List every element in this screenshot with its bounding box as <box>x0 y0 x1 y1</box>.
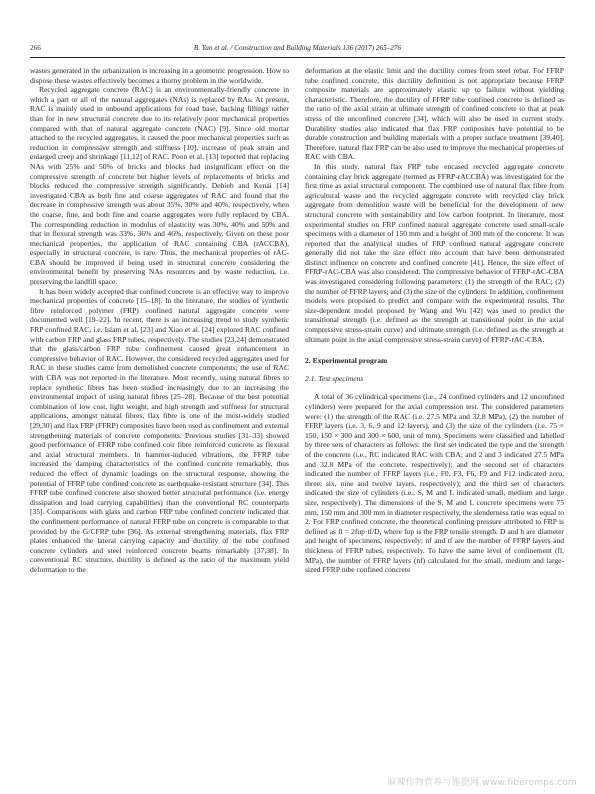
paragraph: deformation at the elastic limit and the ductility comes from steel rebar. For FFRP tube confined concrete, this ductility definition is not appropriate because FFRP composite materials are approximately elastic up to failure without yielding characteristic. Therefore, the ductility of FFRP tube confined concrete is defined as the ratio of the axial strain at ultimate strength of confined concrete to that at peak stress of the unconfined concrete [34], which will also be used in current study. Durability studies also indicated that flax FRP composites have potential to be durable construction and building materials with a proper surface treatment [39,40]. Therefore, natural flax FRP can be also used to improve the mechanical properties of RAC with CBA. <box>305 66 564 162</box>
watermark-logo: 麻辣作物营养与施肥网 www.fiberomps.com <box>387 778 577 788</box>
right-column <box>305 66 564 575</box>
paragraph: In this study, natural flax FRP tube encased recycled aggregate concrete containing clay brick aggregate (termed as FFRP-rACCBA) was investigated for the first time as axial structural component. The combined use of natural flax fibre from agricultural waste and the recycled aggregate concrete with recycled clay brick aggregate from demolition waste will be beneficial for the development of new structural concrete with sustainability and low carbon footprint. In literature, most experimental studies on FRP confined natural aggregate concrete used small-scale specimens with a diameter of 150 mm and a height of 300 mm of the concrete. It was reported that the analytical studies of FRP confined natural aggregate concrete generally did not take the size effect into account that have been demonstrated distinct influence on concrete and confined concrete [41]. Hence, the size effect of FFRP-rAC-CBA was also considered. The compressive behavior of FFRP-rAC-CBA was investigated considering following parameters: (1) the strength of the RAC; (2) the number of FFRP layers; and (3) the size of the cylinders. In addition, confinement models were proposed to predict and compare with the experimental results. The size-dependent model proposed by Wang and Wu [42] was used to predict the transitional strength (i.e. defined as the strength at transitional point in the axial compressive stress-strain curve) and ultimate strength (i.e. defined as the strength at ultimate point in the axial compressive stress-strain curve) of FFRP-rAC-CBA. <box>305 161 564 344</box>
running-header <box>30 44 565 56</box>
subsection-title: 2.1. Test specimens <box>305 373 364 383</box>
page-number: 266 <box>30 44 41 52</box>
left-column <box>30 66 289 574</box>
section-title: 2. Experimental program <box>305 356 388 366</box>
paragraph: Recycled aggregate concrete (RAC) is an environmentally-friendly concrete in which a part or all of the natural aggregates (NAs) is replaced by RAs. At present, RAC is mainly used in unbound applications for road base, backing fillings rather than for in new structural concrete due to its relatively poor mechanical properties compared with that of natural aggregate concrete (NAC) [9]. Since old mortar attached to the recycled aggregates, it caused the poor mechanical properties such as reduction in compressive strength and stiffness [10], increase of peak strain and enlarged creep and shrinkage [11,12] of RAC. Poon et al. [13] reported that replacing NAs with 25% and 50% of bricks and blocks had insignificant effect on the compressive strength of concrete but higher levels of replacements of bricks and blocks reduced the compressive strength significantly. Debieb and Kenai [14] investigated CBA as both fine and coarse aggregates of RAC and found that the decrease in compressive strength was about 35%, 30% and 40%, respectively, when the coarse, fine, and both fine and coarse aggregates were fully replaced by CBA. The corresponding reduction in modulus of elasticity was 30%, 40% and 50% and that in flexural strength was 33%, 36% and 46%, respectively. Given on these poor mechanical properties, the application of RAC containing CBA (rACCBA), especially in structural concrete, is rare. Thus, the mechanical properties of rAC-CBA should be improved if being used in structural concrete considering the environmental benefit by preserving NAs resources and by waste reduction, i.e. preserving the landfill space. <box>30 85 289 287</box>
paragraph: It has been widely accepted that confined concrete is an effective way to improve mechanical properties of concrete [15–18]. In the literature, the studies of synthetic fibre reinforced polymer (FRP) confined natural aggregate concrete were documented well [19–22]. In recent, there is an increasing trend to study synthetic FRP confined RAC, i.e. Islam et al. [23] and Xiao et al. [24] explored RAC confined with carbon FRP and glass FRP tubes, respectively. The studies [23,24] demonstrated that the glass/carbon FRP tube confinement caused great enhancement in compressive behavior of RAC. However, the considered recycled aggregates used for RAC in these studies came from demolished concrete components; the use of RAC with CBA was not reported in the literature. Most recently, using natural fibres to replace synthetic fibres has been studied increasingly due to an increasing the environmental impact of using natural fibres [25–28]. Because of the best potential combination of low cost, light weight, and high strength and stiffness for structural applications, amongst natural fibres, flax fibre is one of the most-widely studied [29,30] and flax FRP (FFRP) composites have been used as confinement and external strengthening materials of concrete components. Previous studies [31–33] showed good performance of FFRP tube confined coir fibre reinforced concrete as flexural and axial structural members. In hammer-induced vibrations, the FFRP tube increased the damping characteristics of the confined concrete remarkably, thus reduced the effect of dynamic loadings on the structural response, showing the potential of FFRP tube confined concrete as earthquake-resistant structure [34]. This FFRP tube confined concrete also showed better structural performance (i.e. energy dissipation and load carrying capabilities) than the conventional RC counterparts [35]. Comparisons with glass and carbon FRP tube confined concrete indicated that the confinement performance of natural FFRP tube on concrete is comparable to that provided by the G/CFRP tube [36]. As external strengthening materials, flax FRP plates enhanced the lateral carrying capacity and ductility of the tube confined concrete cylinders and steel reinforced concrete beams remarkably [37,38]. In conventional RC structure, ductility is defined as the ratio of the maximum yield deformation to the <box>30 286 289 574</box>
paragraph: A total of 36 cylindrical specimens (i.e., 24 confined cylinders and 12 unconfined cylinders) were prepared for the axial compression test. The considered parameters were: (1) the strength of the RAC (i.e. 27.5 MPa and 32.8 MPa), (2) the number of FFRP layers (i.e. 3, 6, 9 and 12 layers), and (3) the size of the cylinders (i.e. 75 × 150, 150 × 300 and 300 × 600, unit of mm). Specimens were classified and labelled by three sets of characters as follows: the first set indicated the type and the strength of the concrete (i.e., RC indicated RAC with CBA; and 2 and 3 indicated 27.5 MPa and 32.8 MPa of the concrete, respectively); and the second set of characters indicated the number of FFRP layers (i.e., F0, F3, F6, F9 and F12 indicated zero, three, six, nine and twelve layers, respectively); and the third set of characters indicated the size of cylinders (i.e., S, M and L indicated small, medium and large size, respectively). The dimensions of the S, M and L concrete specimens were 75 mm, 150 mm and 300 mm in diameter respectively, the slenderness ratio was equal to 2. For FRP confined concrete, the theoretical confining pressure attributed to FRP is defined as fl = 2fup·tf/D, where fup is the FRP tensile strength. D and h are diameter and height of specimens, respectively; nf and tf are the number of FFRP layers and thickness of FFRP tubes, respectively. To have the same level of confinement (fl, MPa), the number of FFRP layers (nf) calculated for the small, medium and large-sized FFRP tube confined concrete <box>305 392 564 575</box>
paragraph: wastes generated in the urbanization is increasing in a geometric progression. How to dispose these wastes effectively becomes a thorny problem in the worldwide. <box>30 66 289 85</box>
journal-citation: B. Yan et al. / Construction and Building Materials 136 (2017) 265–276 <box>193 44 402 52</box>
header-rule <box>30 57 565 58</box>
